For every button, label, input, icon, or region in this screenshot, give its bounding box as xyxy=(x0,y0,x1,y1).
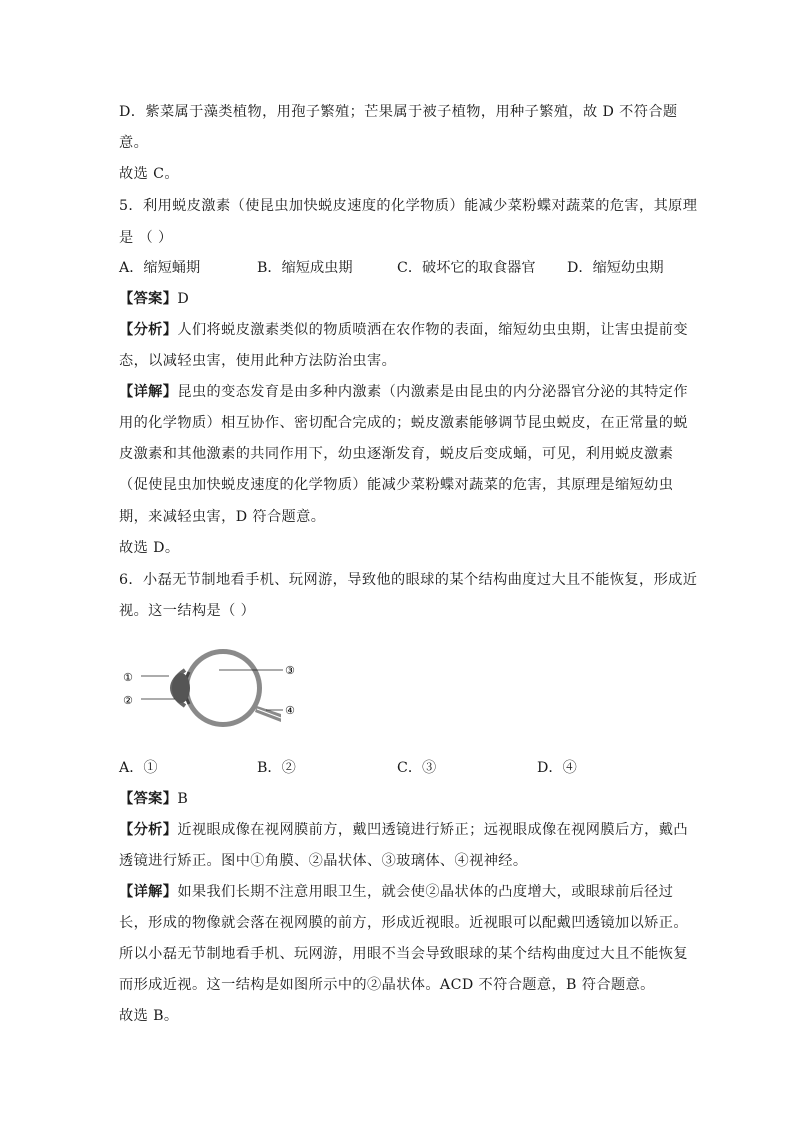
q6-detail-line2: 长，形成的物像就会落在视网膜的前方，形成近视眼。近视眼可以配戴凹透镜加以矫正。 xyxy=(119,915,688,931)
q5-stem-line1: 5．利用蜕皮激素（使昆虫加快蜕皮速度的化学物质）能减少菜粉蝶对蔬菜的危害，其原理 xyxy=(119,198,698,214)
q5-option-d: D．缩短幼虫期 xyxy=(567,260,664,276)
q6-detail-line4: 而形成近视。这一结构是如图所示中的②晶状体。ACD 不符合题意，B 符合题意。 xyxy=(119,977,655,993)
figure-label-2: ② xyxy=(123,694,133,707)
q5-detail-line5: 期，来减轻虫害，D 符合题意。 xyxy=(119,509,326,525)
lens xyxy=(172,673,190,703)
q6-stem-line1: 6．小磊无节制地看手机、玩网游，导致他的眼球的某个结构曲度过大且不能恢复，形成近 xyxy=(119,572,698,588)
analysis-text: 人们将蜕皮激素类似的物质喷洒在农作物的表面，缩短幼虫虫期，让害虫提前变 xyxy=(177,322,688,338)
q5-stem-line2: 是 （ ） xyxy=(119,230,173,246)
q5-option-c: C．破坏它的取食器官 xyxy=(397,260,536,276)
analysis-tag: 【分析】 xyxy=(119,822,178,838)
q6-option-b: B．② xyxy=(257,760,296,776)
q4-option-d-line1: D．紫菜属于藻类植物，用孢子繁殖；芒果属于被子植物，用种子繁殖，故 D 不符合题 xyxy=(119,104,678,120)
q4-option-d-line2: 意。 xyxy=(119,135,149,151)
eyeball-diagram xyxy=(119,648,319,730)
analysis-text: 近视眼成像在视网膜前方，戴凹透镜进行矫正；远视眼成像在视网膜后方，戴凸 xyxy=(177,822,688,838)
q6-choice: 故选 B。 xyxy=(119,1008,179,1024)
vitreous-body xyxy=(189,654,257,722)
detail-tag: 【详解】 xyxy=(119,884,178,900)
q5-analysis-line2: 态，以减轻虫害，使用此种方法防治虫害。 xyxy=(119,353,397,369)
figure-label-1: ① xyxy=(123,671,133,684)
q5-answer xyxy=(119,289,189,309)
detail-text: 如果我们长期不注意用眼卫生，就会使②晶状体的凸度增大，或眼球前后径过 xyxy=(177,884,674,900)
q5-detail-line1 xyxy=(119,382,688,402)
answer-tag: 【答案】 xyxy=(119,291,178,307)
figure-label-3: ③ xyxy=(285,664,295,677)
q6-detail-line3: 所以小磊无节制地看手机、玩网游，用眼不当会导致眼球的某个结构曲度过大且不能恢复 xyxy=(119,946,688,962)
q6-option-c: C．③ xyxy=(397,760,437,776)
q5-detail-line2: 用的化学物质）相互协作、密切配合完成的；蜕皮激素能够调节昆虫蜕皮，在正常量的蜕 xyxy=(119,415,688,431)
detail-tag: 【详解】 xyxy=(119,384,178,400)
q6-detail-line1 xyxy=(119,882,673,902)
answer-value: D xyxy=(177,291,190,307)
q5-option-a: A．缩短蛹期 xyxy=(119,260,201,276)
optic-nerve xyxy=(255,706,281,722)
q5-option-b: B．缩短成虫期 xyxy=(257,260,353,276)
q5-detail-line4: （促使昆虫加快蜕皮速度的化学物质）能减少菜粉蝶对蔬菜的危害，其原理是缩短幼虫 xyxy=(119,477,674,493)
answer-tag: 【答案】 xyxy=(119,791,178,807)
q6-stem-line2: 视。这一结构是（ ） xyxy=(119,603,256,619)
q6-analysis-line1 xyxy=(119,820,688,840)
q5-choice: 故选 D。 xyxy=(119,540,180,556)
q6-option-d: D．④ xyxy=(537,760,577,776)
q4-choice: 故选 C。 xyxy=(119,166,179,182)
q5-detail-line3: 皮激素和其他激素的共同作用下，幼虫逐渐发育，蜕皮后变成蛹，可见，利用蜕皮激素 xyxy=(119,446,674,462)
q6-analysis-line2: 透镜进行矫正。图中①角膜、②晶状体、③玻璃体、④视神经。 xyxy=(119,853,528,869)
detail-text: 昆虫的变态发育是由多种内激素（内激素是由昆虫的内分泌器官分泌的其特定作 xyxy=(177,384,688,400)
answer-value: B xyxy=(177,791,189,807)
q6-option-a: A．① xyxy=(119,760,158,776)
q5-analysis-line1 xyxy=(119,320,688,340)
analysis-tag: 【分析】 xyxy=(119,322,178,338)
figure-label-4: ④ xyxy=(285,704,295,717)
q6-answer xyxy=(119,789,188,809)
